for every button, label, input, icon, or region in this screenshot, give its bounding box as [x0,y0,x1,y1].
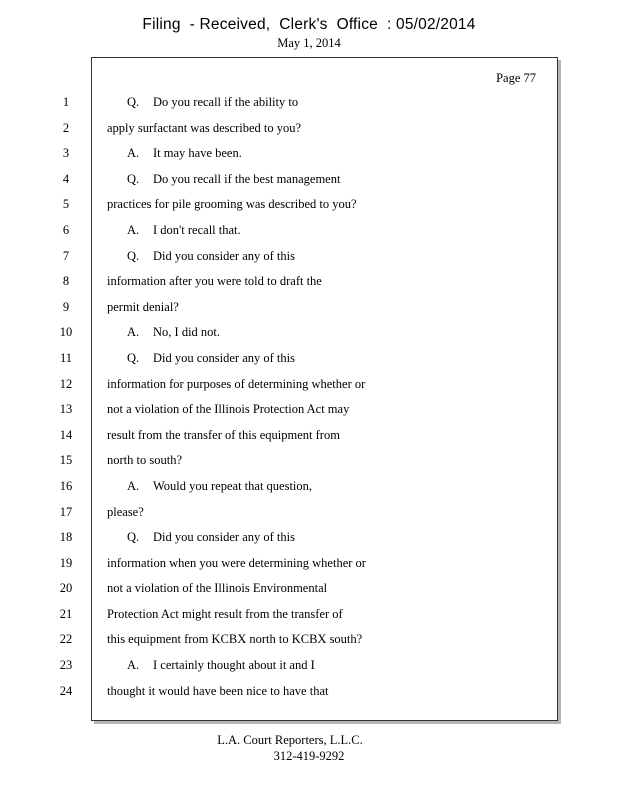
transcript-line [107,657,547,683]
line-number: 3 [62,146,70,161]
transcript-line [107,683,547,709]
transcript-line [107,145,547,171]
speaker-label: Q. [127,530,140,545]
transcript-line [107,248,547,274]
line-number: 13 [59,402,73,417]
line-text: information for purposes of determining whether or [107,376,366,391]
line-number: 16 [59,478,73,493]
transcript-line [107,529,547,555]
line-number: 1 [62,95,70,109]
line-text: not a violation of the Illinois Environmental [107,581,328,596]
line-text: not a violation of the Illinois Protection Act may [107,402,350,417]
transcript-line [107,222,547,248]
line-text: result from the transfer of this equipment from [107,427,340,442]
line-number: 17 [59,504,73,519]
filing-stamp: Filing - Received, Clerk's Office : 05/02/2014 [142,16,476,33]
line-number: 10 [59,325,73,340]
line-number: 12 [59,376,73,391]
speaker-label: A. [127,658,140,673]
speaker-label: A. [127,478,140,493]
line-text: please? [107,504,144,519]
line-text: thought it would have been nice to have that [107,683,329,698]
court-reporter-phone: 312-419-9292 [273,749,345,763]
line-text: information when you were determining whether or [107,555,366,570]
line-number: 19 [59,555,73,570]
line-text: I certainly thought about it and I [153,658,315,673]
line-number: 20 [59,581,73,596]
transcript-line [107,324,547,350]
line-text: Did you consider any of this [153,350,295,365]
transcript-line [107,120,547,146]
line-number: 21 [59,606,73,621]
speaker-label: A. [127,222,140,237]
line-text: Did you consider any of this [153,248,295,263]
speaker-label: A. [127,325,140,340]
line-text: permit denial? [107,299,179,314]
transcript-line [107,504,547,530]
transcript-line [107,196,547,222]
line-text: practices for pile grooming was described to you? [107,197,357,212]
line-number: 7 [62,248,70,263]
line-number-column [48,94,84,708]
line-number: 9 [62,299,70,314]
line-text: this equipment from KCBX north to KCBX south? [107,632,363,647]
transcript-line [107,376,547,402]
line-number: 22 [59,632,73,647]
speaker-label: Q. [127,95,140,109]
line-text: It may have been. [153,146,242,161]
line-number: 14 [59,427,73,442]
transcript-line [107,580,547,606]
line-number: 23 [59,658,73,673]
transcript-line [107,273,547,299]
line-text: information after you were told to draft the [107,274,322,289]
transcript-line [107,606,547,632]
line-number: 2 [62,120,70,135]
line-number: 11 [59,350,73,365]
line-number: 6 [62,222,70,237]
line-number: 18 [59,530,73,545]
line-number: 4 [62,171,70,186]
transcript-line [107,401,547,427]
line-text: apply surfactant was described to you? [107,120,302,135]
line-text: Did you consider any of this [153,530,295,545]
line-text: north to south? [107,453,182,468]
transcript-line [107,452,547,478]
speaker-label: Q. [127,350,140,365]
speaker-label: Q. [127,171,140,186]
transcript-body [107,94,547,708]
line-number: 15 [59,453,73,468]
transcript-line [107,427,547,453]
page-number: Page 77 [496,71,536,85]
transcript-line [107,631,547,657]
transcript-line [107,478,547,504]
transcript-line [107,171,547,197]
line-number: 5 [62,197,70,212]
deposition-date: May 1, 2014 [277,36,341,50]
transcript-line [107,350,547,376]
transcript-line [107,94,547,120]
speaker-label: Q. [127,248,140,263]
line-text: Do you recall if the ability to [153,95,299,109]
line-text: No, I did not. [153,325,221,340]
line-text: Would you repeat that question, [153,478,313,493]
line-number: 24 [59,683,73,698]
line-text: Protection Act might result from the transfer of [107,606,343,621]
transcript-line [107,555,547,581]
line-number: 8 [62,274,70,289]
speaker-label: A. [127,146,140,161]
line-text: Do you recall if the best management [153,171,341,186]
court-reporter-name: L.A. Court Reporters, L.L.C. [217,733,363,747]
line-text: I don't recall that. [153,222,241,237]
transcript-line [107,299,547,325]
